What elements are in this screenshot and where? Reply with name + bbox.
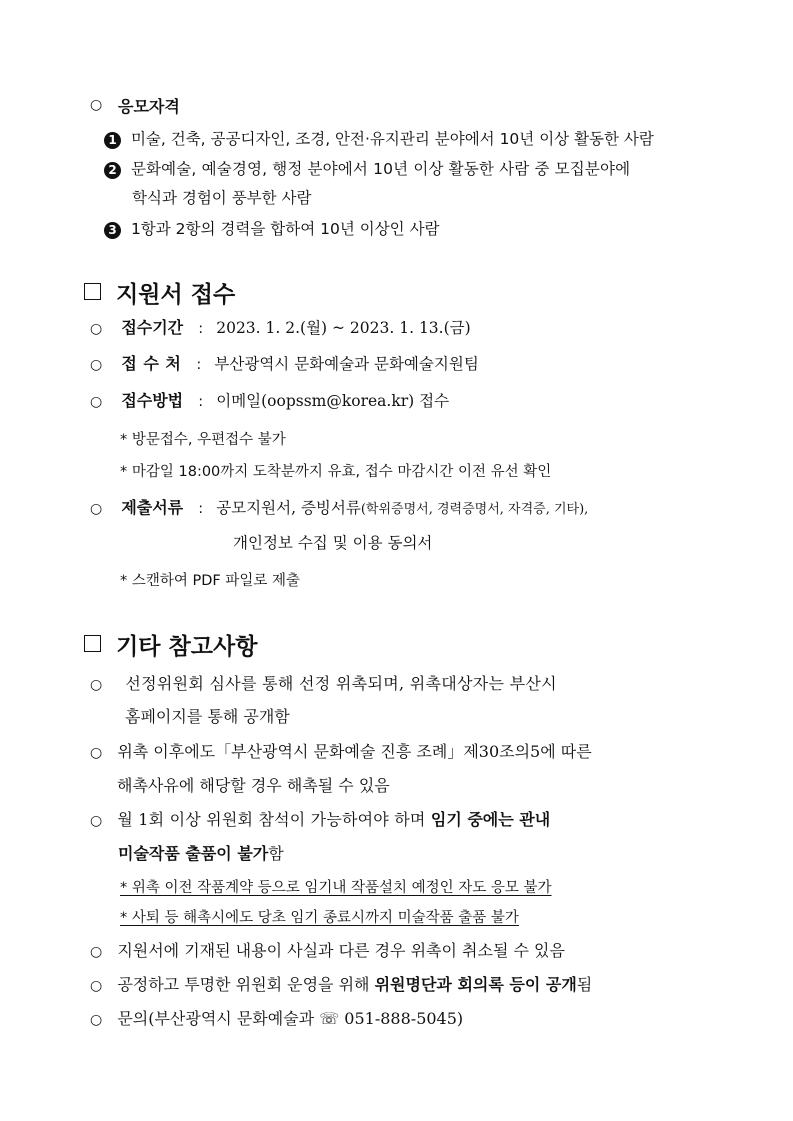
qualification-item-2-cont: 학식과 경험이 풍부한 사람 [132, 189, 312, 207]
note-1: ○ 선정위원회 심사를 통해 선정 위촉되며, 위촉대상자는 부산시 [90, 674, 557, 693]
bullet-circle: ○ [90, 357, 103, 373]
bullet-circle: ○ [90, 501, 103, 517]
qualification-item-2: 2 문화예술, 예술경영, 행정 분야에서 10년 이상 활동한 사람 중 모집분야에 [104, 157, 630, 179]
bullet-circle: ○ [90, 944, 103, 960]
bullet-circle: ○ [90, 394, 103, 410]
number-badge-icon: 1 [104, 132, 121, 149]
bullet-circle: ○ [90, 813, 103, 829]
note-3-cont: 미술작품 출품이 불가함 [118, 844, 284, 863]
documents-line-2: 개인정보 수집 및 이용 동의서 [233, 534, 433, 552]
method-note-1: * 방문접수, 우편접수 불가 [120, 432, 286, 448]
note-3: ○ 월 1회 이상 위원회 참석이 가능하여야 하며 임기 중에는 관내 [90, 810, 551, 829]
application-place: ○ 접 수 처 : 부산광역시 문화예술과 문화예술지원팀 [90, 354, 479, 373]
checkbox-square-icon [84, 283, 101, 300]
application-documents: ○ 제출서류 : 공모지원서, 증빙서류(학위증명서, 경력증명서, 자격증, 기타), [90, 498, 589, 517]
bullet-circle: ○ [90, 978, 103, 994]
note-2-cont: 해촉사유에 해당할 경우 해촉될 수 있음 [117, 776, 390, 795]
checkbox-square-icon [84, 635, 101, 652]
bullet-circle: ○ [90, 677, 103, 693]
number-badge-icon: 3 [104, 222, 121, 239]
note-1-cont: 홈페이지를 통해 공개함 [125, 707, 290, 726]
note-2: ○ 위촉 이후에도「부산광역시 문화예술 진흥 조례」제30조의5에 따른 [90, 742, 592, 761]
bullet-circle: ○ [90, 745, 103, 761]
qualification-item-3: 3 1항과 2항의 경력을 합하여 10년 이상인 사람 [104, 217, 440, 239]
application-period: ○ 접수기간 : 2023. 1. 2.(월) ~ 2023. 1. 13.(금) [90, 318, 471, 337]
note-4: ○ 지원서에 기재된 내용이 사실과 다른 경우 위촉이 취소될 수 있음 [90, 941, 565, 960]
bullet-circle: ○ [90, 1012, 103, 1028]
notes-heading: 기타 참고사항 [84, 628, 257, 661]
note-3-sub-1: * 위촉 이전 작품계약 등으로 임기내 작품설치 예정인 자도 응모 불가 [120, 880, 552, 896]
bullet-circle: ○ [90, 321, 103, 337]
bullet-circle: ○ [90, 97, 103, 113]
note-3-sub-2: * 사퇴 등 해촉시에도 당초 임기 종료시까지 미술작품 출품 불가 [120, 910, 519, 926]
note-5: ○ 공정하고 투명한 위원회 운영을 위해 위원명단과 회의록 등이 공개됨 [90, 975, 593, 994]
phone-icon: ☏ [319, 1009, 340, 1028]
application-heading: 지원서 접수 [84, 276, 235, 309]
qualification-item-1: 1 미술, 건축, 공공디자인, 조경, 안전·유지관리 분야에서 10년 이상 활동한 사람 [104, 127, 654, 149]
number-badge-icon: 2 [104, 162, 121, 179]
application-method: ○ 접수방법 : 이메일(oopssm@korea.kr) 접수 [90, 391, 450, 410]
documents-note: * 스캔하여 PDF 파일로 제출 [120, 573, 300, 589]
note-6: ○ 문의(부산광역시 문화예술과 ☏ 051-888-5045) [90, 1009, 464, 1028]
qualification-title: 응모자격 [118, 97, 180, 116]
method-note-2: * 마감일 18:00까지 도착분까지 유효, 접수 마감시간 이전 유선 확인 [120, 464, 552, 480]
